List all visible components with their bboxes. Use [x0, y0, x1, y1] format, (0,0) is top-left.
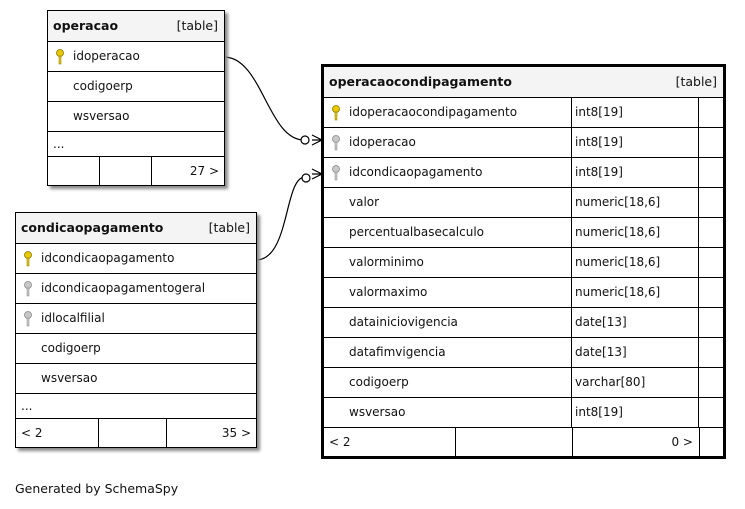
column-row[interactable] — [16, 244, 256, 274]
column-name: codigoerp — [41, 341, 101, 355]
more-columns-ellipsis: ... — [48, 132, 224, 157]
column-name: idoperacaocondipagamento — [349, 105, 518, 119]
table-name: operacaocondipagamento — [329, 74, 512, 89]
column-extra-cell — [698, 248, 723, 277]
column-name: valormaximo — [349, 285, 428, 299]
column-extra-cell — [698, 128, 723, 157]
column-row[interactable] — [324, 368, 723, 398]
column-row[interactable] — [16, 364, 256, 394]
edge-condicaopagamento-to-operacaocondipagamento — [256, 177, 305, 260]
column-type: date[13] — [575, 345, 627, 359]
column-row[interactable] — [324, 218, 723, 248]
column-type: numeric[18,6] — [575, 225, 661, 239]
column-row[interactable] — [324, 278, 723, 308]
column-name: valor — [349, 195, 380, 209]
edge-operacao-to-operacaocondipagamento — [224, 57, 304, 140]
foreign-key-icon — [23, 281, 33, 297]
column-row[interactable] — [324, 308, 723, 338]
column-type: varchar[80] — [575, 375, 646, 389]
table-header — [16, 213, 256, 244]
column-type: numeric[18,6] — [575, 285, 661, 299]
table-footer — [324, 428, 723, 456]
column-name: datafimvigencia — [349, 345, 446, 359]
column-type: numeric[18,6] — [575, 195, 661, 209]
table-name: condicaopagamento — [21, 220, 164, 235]
table-header — [324, 67, 723, 98]
primary-key-icon — [331, 105, 341, 121]
column-name: codigoerp — [349, 375, 409, 389]
column-row[interactable] — [324, 98, 723, 128]
footer-parents-link[interactable]: < 2 — [21, 426, 43, 440]
column-name: idlocalfilial — [41, 311, 105, 325]
primary-key-icon — [23, 251, 33, 267]
primary-key-icon — [55, 49, 65, 65]
table-name: operacao — [53, 18, 119, 33]
foreign-key-icon — [331, 165, 341, 181]
column-name: wsversao — [73, 109, 130, 123]
column-extra-cell — [698, 98, 723, 127]
column-name: idoperacao — [349, 135, 416, 149]
column-row[interactable] — [16, 334, 256, 364]
generated-by-credit: Generated by SchemaSpy — [15, 481, 179, 496]
column-type: int8[19] — [575, 135, 623, 149]
column-type: numeric[18,6] — [575, 255, 661, 269]
column-row[interactable] — [324, 248, 723, 278]
foreign-key-icon — [23, 311, 33, 327]
table-condicaopagamento[interactable] — [15, 212, 257, 448]
column-extra-cell — [698, 398, 723, 427]
column-name: codigoerp — [73, 79, 133, 93]
column-extra-cell — [698, 158, 723, 187]
column-row[interactable] — [16, 304, 256, 334]
footer-children-link[interactable]: 27 > — [189, 164, 219, 178]
footer-parents-link[interactable]: < 2 — [329, 435, 351, 449]
edge-condicaopagamento-zero-marker — [302, 174, 310, 182]
column-extra-cell — [698, 278, 723, 307]
footer-children-link[interactable]: 35 > — [221, 426, 251, 440]
column-row[interactable] — [16, 274, 256, 304]
table-footer — [48, 157, 224, 185]
column-row[interactable] — [48, 102, 224, 132]
column-name: idcondicaopagamentogeral — [41, 281, 206, 295]
column-row[interactable] — [324, 188, 723, 218]
column-extra-cell — [698, 218, 723, 247]
table-type-label: [table] — [208, 220, 250, 235]
column-name: datainiciovigencia — [349, 315, 458, 329]
column-name: wsversao — [41, 371, 98, 385]
column-row[interactable] — [324, 398, 723, 428]
column-name: idcondicaopagamento — [349, 165, 483, 179]
column-type: int8[19] — [575, 105, 623, 119]
table-footer — [16, 419, 256, 447]
column-row[interactable] — [48, 42, 224, 72]
column-name: wsversao — [349, 405, 406, 419]
column-name: percentualbasecalculo — [349, 225, 485, 239]
column-extra-cell — [698, 338, 723, 367]
column-extra-cell — [698, 368, 723, 397]
column-type: date[13] — [575, 315, 627, 329]
column-name: idoperacao — [73, 49, 140, 63]
edge-operacao-zero-marker — [301, 136, 309, 144]
column-extra-cell — [698, 188, 723, 217]
column-type: int8[19] — [575, 405, 623, 419]
column-row[interactable] — [324, 338, 723, 368]
table-operacao[interactable] — [47, 10, 225, 186]
column-extra-cell — [698, 308, 723, 337]
column-name: valorminimo — [349, 255, 424, 269]
table-header — [48, 11, 224, 42]
column-name: idcondicaopagamento — [41, 251, 175, 265]
more-columns-ellipsis: ... — [16, 394, 256, 419]
foreign-key-icon — [331, 135, 341, 151]
footer-children-link[interactable]: 0 > — [671, 435, 693, 449]
column-row[interactable] — [324, 128, 723, 158]
table-operacaocondipagamento[interactable] — [321, 64, 726, 459]
column-row[interactable] — [324, 158, 723, 188]
column-type: int8[19] — [575, 165, 623, 179]
table-type-label: [table] — [176, 18, 218, 33]
column-row[interactable] — [48, 72, 224, 102]
table-type-label: [table] — [675, 74, 717, 89]
